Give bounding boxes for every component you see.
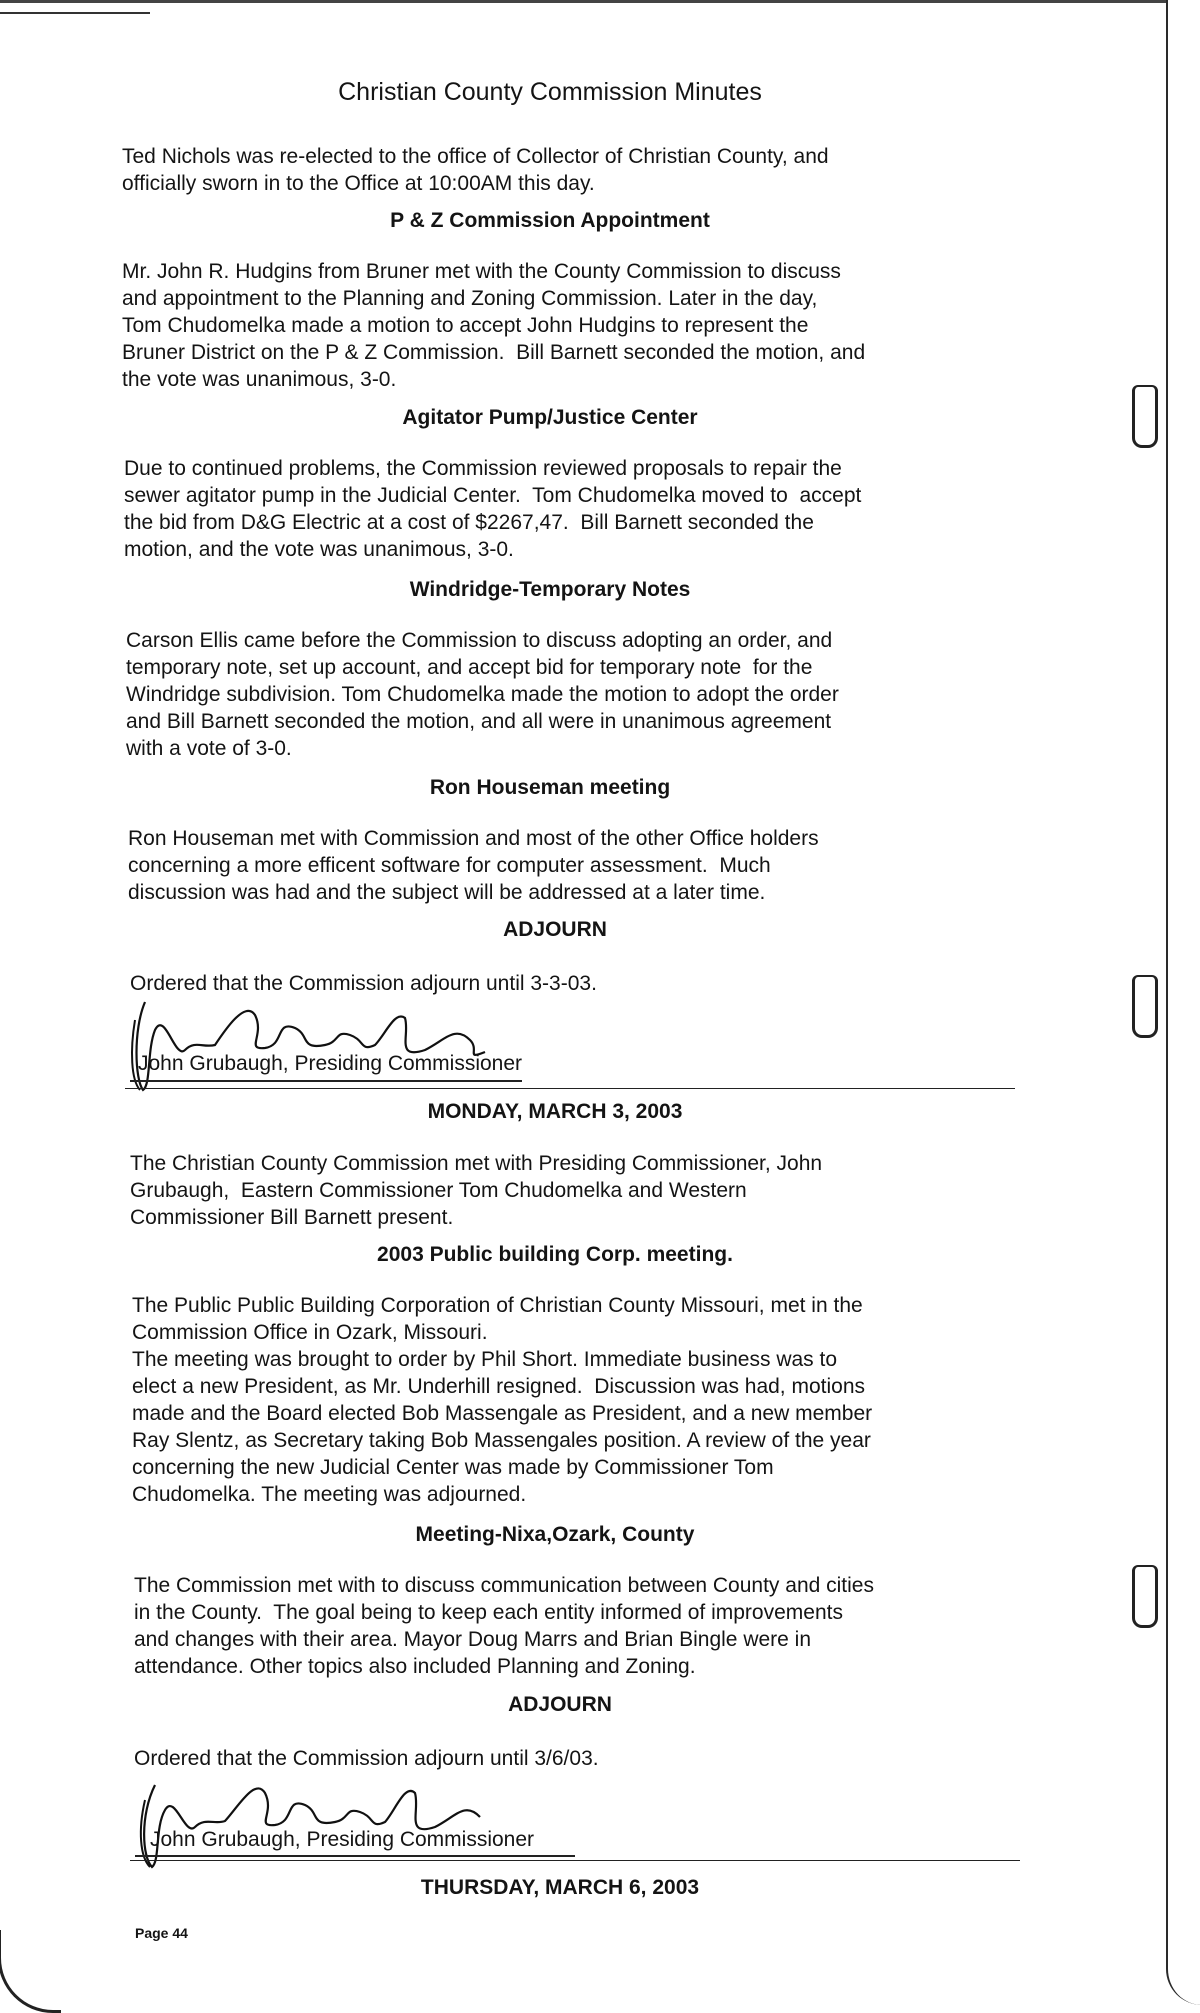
section-heading-houseman: Ron Houseman meeting	[429, 776, 671, 799]
paragraph-line: the bid from D&G Electric at a cost of $2267,47. Bill Barnett seconded the	[124, 511, 814, 534]
paragraph-line: officially sworn in to the Office at 10:00AM this day.	[122, 172, 595, 195]
paragraph-line: Ray Slentz, as Secretary taking Bob Massengales position. A review of the year	[132, 1429, 871, 1452]
section-divider-1	[125, 1088, 1015, 1089]
page-top-edge-fold	[0, 12, 150, 14]
paragraph-line: Windridge subdivision. Tom Chudomelka made the motion to adopt the order	[126, 683, 839, 706]
date-heading-march-3: MONDAY, MARCH 3, 2003	[427, 1100, 683, 1123]
section-heading-nixa: Meeting-Nixa,Ozark, County	[415, 1523, 695, 1546]
signer-name-1: John Grubaugh, Presiding Commissioner	[138, 1052, 523, 1075]
paragraph-line: the vote was unanimous, 3-0.	[122, 368, 397, 391]
adjourn-order-1: Ordered that the Commission adjourn until 3-3-03.	[130, 972, 597, 995]
section-heading-agitator: Agitator Pump/Justice Center	[402, 406, 698, 429]
paragraph-line: Chudomelka. The meeting was adjourned.	[132, 1483, 527, 1506]
page-number: Page 44	[135, 1925, 188, 1941]
paragraph-line: made and the Board elected Bob Massengale as President, and a new member	[132, 1402, 873, 1425]
paragraph-line: and changes with their area. Mayor Doug Marrs and Brian Bingle were in	[134, 1628, 812, 1651]
paragraph-line: Commission Office in Ozark, Missouri.	[132, 1321, 488, 1344]
paragraph-line: elect a new President, as Mr. Underhill resigned. Discussion was had, motions	[132, 1375, 866, 1398]
paragraph-line: and appointment to the Planning and Zoning Commission. Later in the day,	[122, 287, 818, 310]
paragraph-line: attendance. Other topics also included Planning and Zoning.	[134, 1655, 696, 1678]
paragraph-line: Mr. John R. Hudgins from Bruner met with the County Commission to discuss	[122, 260, 841, 283]
paragraph-line: Grubaugh, Eastern Commissioner Tom Chudomelka and Western	[130, 1179, 747, 1202]
adjourn-heading-1: ADJOURN	[503, 918, 607, 941]
paragraph-line: in the County. The goal being to keep each entity informed of improvements	[134, 1601, 843, 1624]
paragraph-line: The Commission met with to discuss communication between County and cities	[134, 1574, 874, 1597]
paragraph-line: Due to continued problems, the Commission reviewed proposals to repair the	[124, 457, 842, 480]
paragraph-line: Carson Ellis came before the Commission to discuss adopting an order, and	[126, 629, 833, 652]
paragraph-line: The Christian County Commission met with Presiding Commissioner, John	[130, 1152, 823, 1175]
page-title: Christian County Commission Minutes	[338, 78, 762, 106]
section-heading-pbc: 2003 Public building Corp. meeting.	[377, 1243, 733, 1266]
section-divider-2	[130, 1860, 1020, 1861]
paragraph-line: motion, and the vote was unanimous, 3-0.	[124, 538, 514, 561]
date-heading-march-6: THURSDAY, MARCH 6, 2003	[420, 1876, 700, 1899]
paragraph-line: concerning the new Judicial Center was made by Commissioner Tom	[132, 1456, 774, 1479]
binder-hole-3	[1132, 1565, 1158, 1628]
signer-name-2: John Grubaugh, Presiding Commissioner	[150, 1828, 535, 1851]
binder-hole-2	[1132, 975, 1158, 1038]
signature-line-1	[130, 1080, 522, 1082]
signature-line-2	[135, 1855, 575, 1857]
paragraph-line: sewer agitator pump in the Judicial Center. Tom Chudomelka moved to accept	[124, 484, 862, 507]
signature-john-grubaugh-2	[130, 1765, 570, 1875]
paragraph-line: Ron Houseman met with Commission and most of the other Office holders	[128, 827, 819, 850]
page-corner-curl	[0, 1930, 61, 2013]
paragraph-line: Tom Chudomelka made a motion to accept John Hudgins to represent the	[122, 314, 809, 337]
paragraph-line: temporary note, set up account, and accept bid for temporary note for the	[126, 656, 813, 679]
section-heading-pz: P & Z Commission Appointment	[390, 209, 710, 232]
paragraph-line: Bruner District on the P & Z Commission. Bill Barnett seconded the motion, and	[122, 341, 866, 364]
binder-hole-1	[1132, 385, 1158, 448]
page-top-edge	[0, 0, 1200, 3]
paragraph-line: discussion was had and the subject will be addressed at a later time.	[128, 881, 766, 904]
paragraph-line: Ted Nichols was re-elected to the office of Collector of Christian County, and	[122, 145, 829, 168]
paragraph-line: concerning a more efficent software for computer assessment. Much	[128, 854, 771, 877]
paragraph-line: with a vote of 3-0.	[126, 737, 292, 760]
page-right-edge	[1166, 0, 1200, 2005]
adjourn-heading-2: ADJOURN	[508, 1693, 612, 1716]
signature-john-grubaugh-1	[125, 990, 565, 1100]
paragraph-line: The meeting was brought to order by Phil Short. Immediate business was to	[132, 1348, 838, 1371]
paragraph-line: Commissioner Bill Barnett present.	[130, 1206, 454, 1229]
section-heading-windridge: Windridge-Temporary Notes	[409, 578, 691, 601]
paragraph-line: and Bill Barnett seconded the motion, and all were in unanimous agreement	[126, 710, 832, 733]
adjourn-order-2: Ordered that the Commission adjourn until 3/6/03.	[134, 1747, 599, 1770]
paragraph-line: The Public Public Building Corporation of Christian County Missouri, met in the	[132, 1294, 863, 1317]
